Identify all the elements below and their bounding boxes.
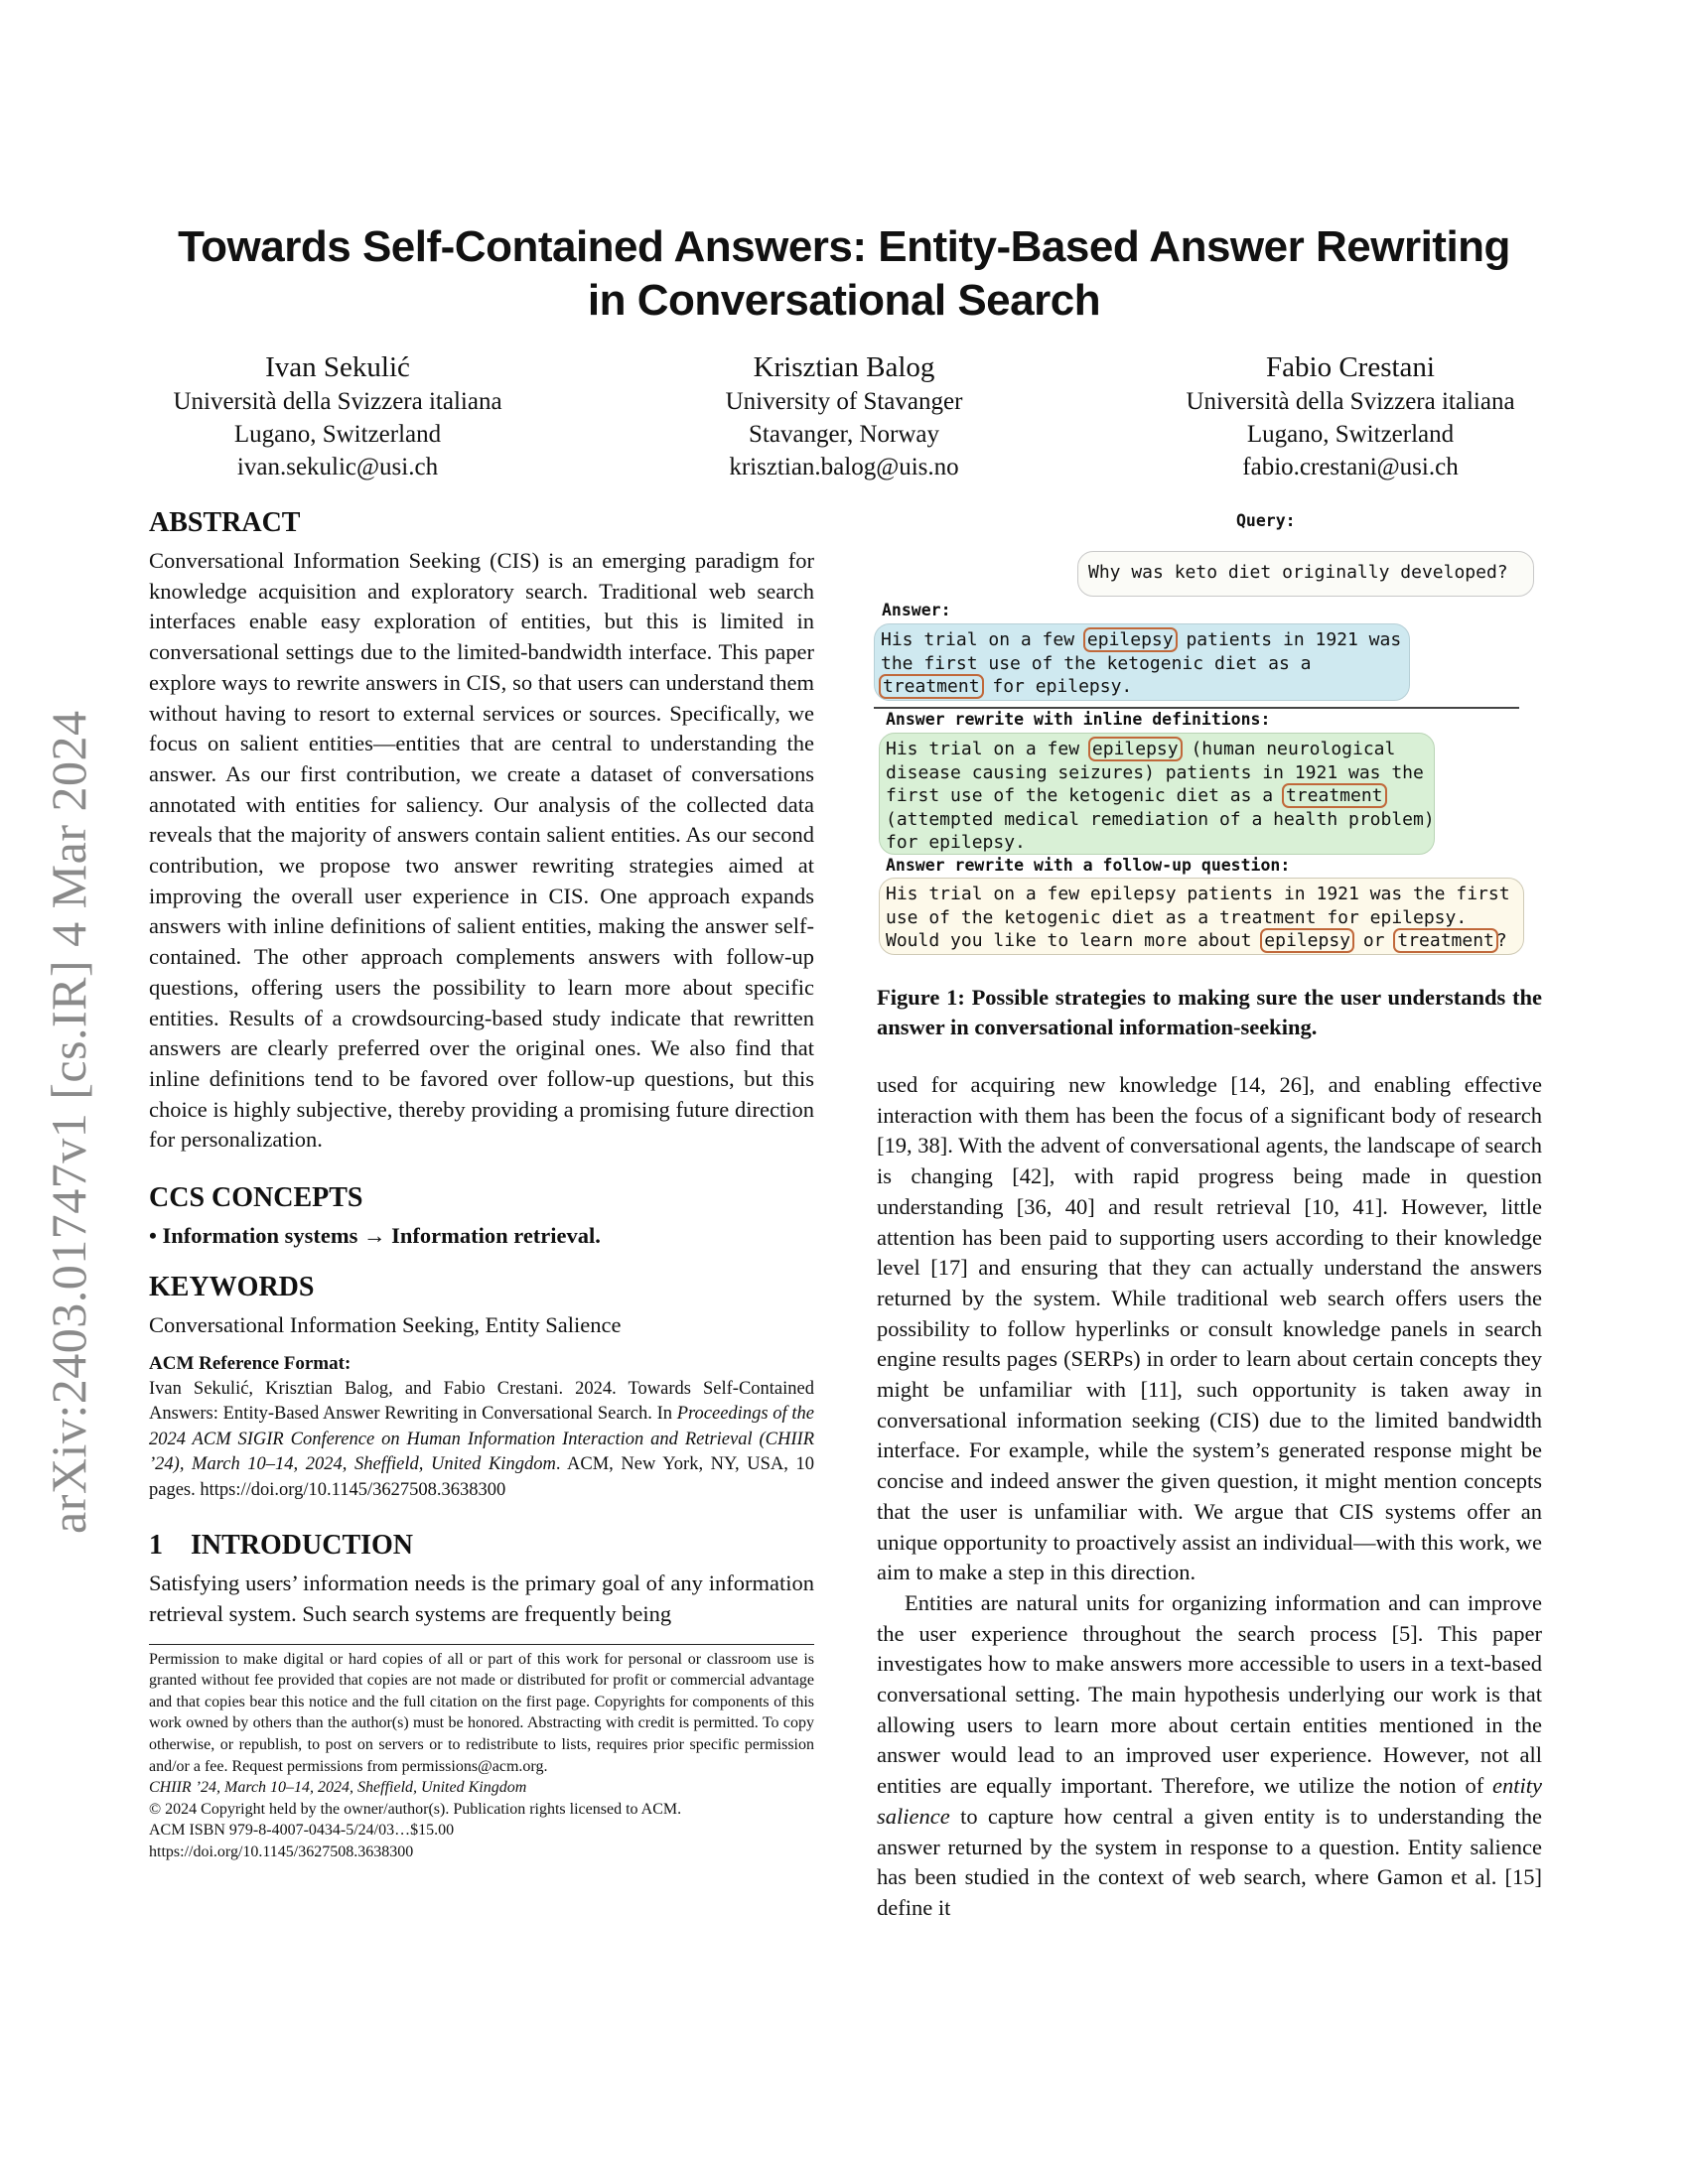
entity-treatment: treatment xyxy=(1393,928,1498,953)
right-column xyxy=(877,1070,1542,1924)
keywords-text: Conversational Information Seeking, Entity Salience xyxy=(149,1312,622,1338)
ccs-concepts: • Information systems → Information retrieval. xyxy=(149,1223,601,1249)
inline-definitions-label: Answer rewrite with inline definitions: xyxy=(886,710,1271,729)
author-3 xyxy=(1152,349,1549,483)
doi-link[interactable]: https://doi.org/10.1145/3627508.3638300 xyxy=(149,1843,414,1861)
author-1 xyxy=(139,349,536,483)
introduction-text-right: used for acquiring new knowledge [14, 26], and enabling effective interaction with them has been the focus of a significant body of research [19, 38]. With the advent of conversational agents, the landscape of search is changing [42], with rapid progress being made in question understanding [36, 40] and result retrieval [10, 41]. However, little attention has been paid to supporting users according to their knowledge level [17] and ensuring that they can actually understand the answers returned by the system. While traditional web search offers users the possibility to follow hyperlinks or consult knowledge panels in search engine results pages (SERPs) in order to learn about certain concepts they might be unfamiliar with [11], such opportunity is taken away in conversational information seeking (CIS) due to the limited bandwidth interface. For example, while the system’s generated response might be concise and indeed answer the given question, it might mention concepts that the user is unfamiliar with. We argue that CIS systems offer an unique opportunity to proactively assist an individual—with this work, we aim to make a step in this direction. xyxy=(877,1072,1542,1585)
author-affiliation: Università della Svizzera italiana xyxy=(1186,388,1515,415)
title-line-2: in Conversational Search xyxy=(587,276,1101,325)
keywords-heading: KEYWORDS xyxy=(149,1272,315,1303)
author-name: Ivan Sekulić xyxy=(265,351,410,383)
footnote-divider xyxy=(149,1644,814,1645)
acm-reference-text: Ivan Sekulić, Krisztian Balog, and Fabio Crestani. 2024. Towards Self-Contained Answers: Entity-Based Answer Rewriting in Conversational Search. In Proceedings of the 2024 ACM SIGIR Conference on Human Information Interaction and Retrieval (CHIIR ’24), March 10–14, 2024, Sheffield, United Kingdom. ACM, New York, NY, USA, 10 pages. https://doi.org/10.1145/3627508.3638300 xyxy=(149,1378,815,1500)
author-name: Fabio Crestani xyxy=(1266,351,1435,383)
follow-up-label: Answer rewrite with a follow-up question: xyxy=(886,856,1291,875)
author-email[interactable]: krisztian.balog@uis.no xyxy=(729,454,959,480)
author-location: Lugano, Switzerland xyxy=(1246,421,1455,448)
paper-title xyxy=(139,220,1549,328)
inline-definitions-bubble: His trial on a few epilepsy (human neurological disease causing seizures) patients in 1921 was the first use of the ketogenic diet as a treatment (attempted medical remediation of a health problem) for epilepsy. xyxy=(879,733,1435,855)
follow-up-bubble: His trial on a few epilepsy patients in 1921 was the first use of the ketogenic diet as a treatment for epilepsy. Would you like to learn more about epilepsy or treatment ? xyxy=(879,878,1524,955)
author-affiliation: Università della Svizzera italiana xyxy=(173,388,502,415)
entity-epilepsy: epilepsy xyxy=(1088,737,1183,761)
author-location: Lugano, Switzerland xyxy=(233,421,442,448)
title-line-1: Towards Self-Contained Answers: Entity-Based Answer Rewriting xyxy=(178,222,1510,271)
author-location: Stavanger, Norway xyxy=(749,421,939,448)
author-email[interactable]: ivan.sekulic@usi.ch xyxy=(236,454,439,480)
figure-divider xyxy=(874,707,1519,709)
query-label: Query: xyxy=(1236,511,1296,530)
author-name: Krisztian Balog xyxy=(753,351,935,383)
copyright-line: © 2024 Copyright held by the owner/author(s). Publication rights licensed to ACM. xyxy=(149,1800,682,1818)
author-block xyxy=(139,349,1549,483)
entity-epilepsy: epilepsy xyxy=(1083,627,1178,652)
abstract-heading: ABSTRACT xyxy=(149,507,301,538)
entity-epilepsy: epilepsy xyxy=(1260,928,1354,953)
entity-treatment: treatment xyxy=(1282,783,1387,808)
arxiv-identifier-stamp: arXiv:2403.01747v1 [cs.IR] 4 Mar 2024 xyxy=(41,710,96,1534)
introduction-text-left: Satisfying users’ information needs is the primary goal of any information retrieval system. Such search systems are frequently being xyxy=(149,1570,814,1626)
query-bubble: Why was keto diet originally developed? xyxy=(1077,551,1534,597)
abstract-text: Conversational Information Seeking (CIS) is an emerging paradigm for knowledge acquisition and exploratory search. Traditional web search interfaces enable easy exploration of entities, but this is limited in conversational settings due to the limited-bandwidth interface. This paper explore ways to rewrite answers in CIS, so that users can understand them without having to resort to external services or sources. Specifically, we focus on salient entities—entities that are central to understanding the answer. As our first contribution, we create a dataset of conversations annotated with entities for saliency. Our analysis of the collected data reveals that the majority of answers contain salient entities. As our second contribution, we propose two answer rewriting strategies aimed at improving the overall user experience in CIS. One approach expands answers with inline definitions of salient entities, making the answer self-contained. The other approach complements answers with follow-up questions, offering users the possibility to learn more about specific entities. Results of a crowdsourcing-based study indicate that rewritten answers are clearly preferred over the original ones. We also find that inline definitions tend to be favored over follow-up questions, but this choice is highly subjective, thereby providing a promising future direction for personalization. xyxy=(149,548,814,1153)
figure-1-caption: Figure 1: Possible strategies to making sure the user understands the answer in conversational information-seeking. xyxy=(877,985,1542,1039)
venue-line: CHIIR ’24, March 10–14, 2024, Sheffield, United Kingdom xyxy=(149,1779,527,1797)
author-affiliation: University of Stavanger xyxy=(725,388,963,415)
author-email[interactable]: fabio.crestani@usi.ch xyxy=(1242,454,1459,480)
figure-1 xyxy=(874,511,1549,963)
ccs-heading: CCS CONCEPTS xyxy=(149,1182,363,1214)
author-2 xyxy=(645,349,1043,483)
answer-bubble: His trial on a few epilepsy patients in 1921 was the first use of the ketogenic diet as a treatment for epilepsy. xyxy=(874,623,1410,701)
left-column xyxy=(149,506,814,1863)
introduction-heading: 1 INTRODUCTION xyxy=(149,1530,414,1562)
isbn-line: ACM ISBN 979-8-4007-0434-5/24/03…$15.00 xyxy=(149,1822,455,1840)
answer-label: Answer: xyxy=(882,601,951,619)
entity-treatment: treatment xyxy=(879,674,984,699)
permission-notice: Permission to make digital or hard copies of all or part of this work for personal or classroom use is granted without fee provided that copies are not made or distributed for profit or commercial advantage and that copies bear this notice and the full citation on the first page. Copyrights for components of this work owned by others than the author(s) must be honored. Abstracting with credit is permitted. To copy otherwise, or republish, to post on servers or to redistribute to lists, requires prior specific permission and/or a fee. Request permissions from permissions@acm.org. xyxy=(149,1650,814,1775)
acm-reference-heading: ACM Reference Format: xyxy=(149,1352,352,1374)
introduction-paragraph-2: Entities are natural units for organizing information and can improve the user experience throughout the search process [5]. This paper investigates how to make answers more accessible to users in a text-based conversational setting. The main hypothesis underlying our work is that allowing users to learn more about certain entities mentioned in the answer would lead to an improved user experience. However, not all entities are equally important. Therefore, we utilize the notion of entity salience to capture how central a given entity is to understanding the answer returned by the system in response to a question. Entity salience has been studied in the context of web search, where Gamon et al. [15] define it xyxy=(877,1589,1542,1920)
